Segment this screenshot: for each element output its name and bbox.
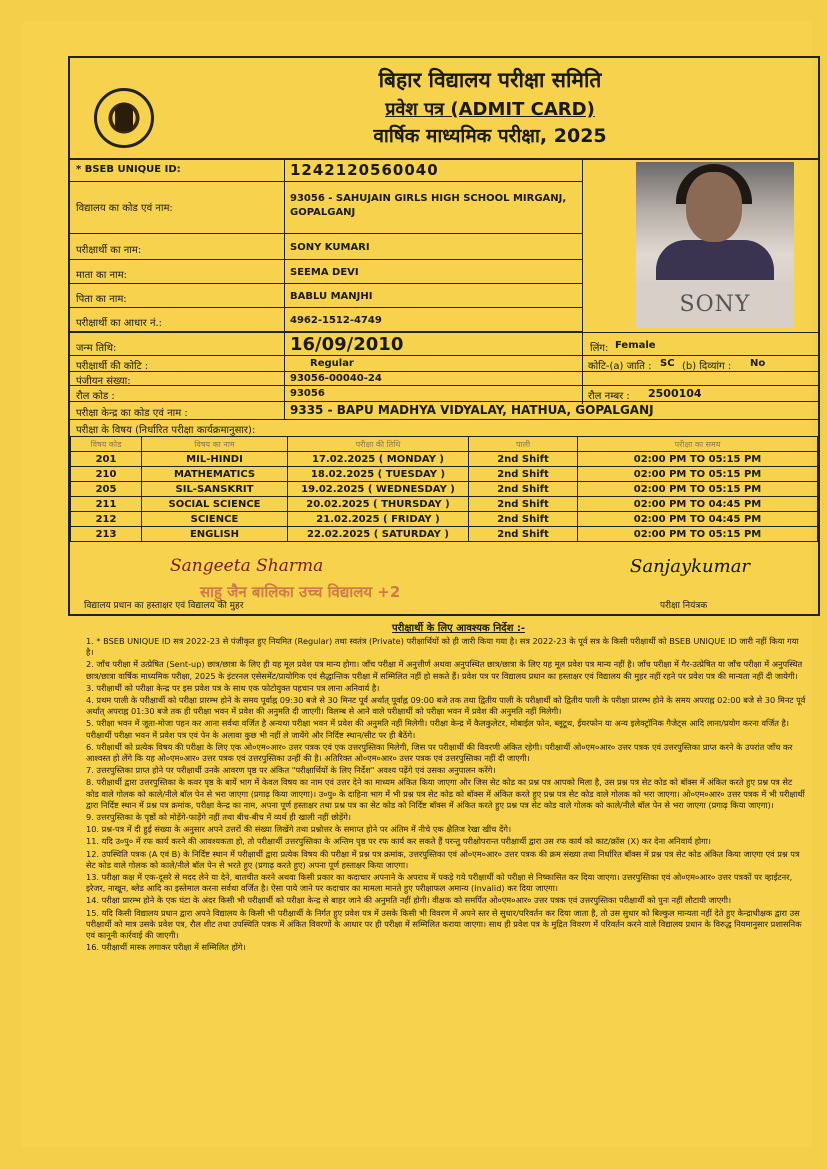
subject-name: SOCIAL SCIENCE bbox=[142, 497, 288, 512]
instruction-item: 14. परीक्षा प्रारम्भ होने के एक घंटा के अंदर किसी भी परीक्षार्थी को परीक्षा केन्द्र से बाहर जाने की अनुमति नहीं होगी। वीक्षक को समर्पित ओ०एम०आर० उत्तर पत्रक एवं उत्तरपुस्तिका परीक्षार्थी को पुनः नहीं लौटायी जाएगी। bbox=[86, 895, 732, 906]
roll-no-value: 2500104 bbox=[648, 387, 702, 400]
category-row bbox=[70, 356, 818, 372]
instruction-item: 1. * BSEB UNIQUE ID सत्र 2022-23 से पंजीकृत हुए नियमित (Regular) तथा स्वतंत्र (Private) परीक्षार्थियों को ही जारी किया गया है। सत्र 2022-23 के पूर्व सत्र के किसी परीक्षार्थी को BSEB UNIQUE ID जारी नहीं किया गया है। bbox=[86, 636, 799, 658]
instruction-item: 15. यदि किसी विद्यालय प्रधान द्वारा अपने विद्यालय के किसी भी परीक्षार्थी के निर्गत हुए प्रवेश पत्र में उसके किसी भी विवरण में अपने स्तर से सुधार/परिवर्तन कर दिया जाता है, तो उस सुधार को बिल्कुल मान्यता नहीं देते हुए केन्द्राधीक्षक द्वारा उस परीक्षार्थी को मात्र उसके प्रवेश पत्र, रौल शीट तथा उपस्थिति पत्रक में अंकित विवरणों के आधार पर ही परीक्षा में सम्मिलित कराया जाएगा। साथ ही प्रवेश पत्र के मुद्रित विवरण में परिवर्तन करने वाले विद्यालय प्रधान के विरुद्ध नियमानुसार प्रशासनिक एवं कानूनी कार्रवाई की जाएगी। bbox=[86, 907, 802, 941]
roll-row bbox=[70, 386, 818, 402]
candidate-photo bbox=[636, 162, 794, 328]
school-value: 93056 - SAHUJAIN GIRLS HIGH SCHOOL MIRGANJ, GOPALGANJ bbox=[290, 193, 567, 218]
subject-shift: 2nd Shift bbox=[469, 467, 578, 482]
father-label: पिता का नाम: bbox=[76, 294, 127, 305]
caste-label: कोटि-(a) जाति : bbox=[588, 361, 652, 372]
instruction-item: 7. उत्तरपुस्तिका प्राप्त होने पर परीक्षार्थी उनके आवरण पृष्ठ पर अंकित "परीक्षार्थियों के लिए निर्देश" अवश्य पढ़ेंगे एवं उसका अनुपालन करेंगे। bbox=[86, 765, 496, 776]
subject-time: 02:00 PM TO 04:45 PM bbox=[578, 512, 818, 527]
head-sign-label: विद्यालय प्रधान का हस्ताक्षर एवं विद्यालय की मुहर bbox=[84, 601, 244, 611]
table-row bbox=[71, 512, 818, 527]
subject-name: SCIENCE bbox=[142, 512, 288, 527]
caste-value: SC bbox=[660, 358, 675, 369]
subject-time: 02:00 PM TO 05:15 PM bbox=[578, 452, 818, 467]
subject-name: ENGLISH bbox=[142, 527, 288, 542]
divider bbox=[582, 158, 583, 332]
mother-row bbox=[70, 260, 582, 284]
name-label: परीक्षार्थी का नाम: bbox=[76, 245, 142, 256]
divider bbox=[582, 332, 583, 404]
bseb-id-value: 1242120560040 bbox=[290, 161, 439, 179]
subject-name: SIL-SANSKRIT bbox=[142, 482, 288, 497]
subject-date: 21.02.2025 ( FRIDAY ) bbox=[288, 512, 469, 527]
subject-code: 212 bbox=[71, 512, 142, 527]
dob-value: 16/09/2010 bbox=[290, 334, 404, 355]
subject-code: 211 bbox=[71, 497, 142, 512]
admit-card-sheet bbox=[22, 22, 812, 1147]
col-name-header: विषय का नाम bbox=[142, 437, 288, 452]
subject-shift: 2nd Shift bbox=[469, 512, 578, 527]
table-row bbox=[71, 527, 818, 542]
header bbox=[70, 58, 818, 160]
roll-no-label: रौल नम्बर : bbox=[588, 391, 630, 402]
instruction-item: 8. परीक्षार्थी द्वारा उत्तरपुस्तिका के कवर पृष्ठ के बायें भाग में केवल विषय का नाम एवं उत्तर देने का माध्यम अंकित किया जाएगा और जिस सेट कोड का प्रश्न पत्र आपको मिला है, उस प्रश्न पत्र सेट कोड को बॉक्स में अंकित करते हुए प्रश्न पत्र सेट कोड वाले गोलक को काले/नीले बॉल पेन से भरा जाएगा (प्रगाढ़ किया जाएगा)। उ०पु० के दाहिना भाग में भी प्रश्न पत्र सेट कोड को बॉक्स में अंकित करते हुए प्रश्न पत्र सेट कोड वाले गोलक को भरा जाएगा। ओ०एम०आर० उत्तर पत्रक में भी परीक्षार्थी द्वारा निर्दिष्ट स्थान में प्रश्न पत्र क्रमांक, परीक्षा केन्द्र का नाम, अपना पूर्ण हस्ताक्षर तथा प्रश्न पत्र का सेट कोड को निर्दिष्ट बॉक्स में अंकित करते हुए प्रश्न पत्र सेट कोड वाले गोलक को काले/नीले बॉल पेन से भरा जाएगा (प्रगाढ़ किया जाएगा)। bbox=[86, 777, 805, 810]
col-shift-header: पाली bbox=[469, 437, 578, 452]
col-time-header: परीक्षा का समय bbox=[578, 437, 818, 452]
card-title: प्रवेश पत्र (ADMIT CARD) bbox=[385, 99, 595, 120]
subject-name: MATHEMATICS bbox=[142, 467, 288, 482]
school-stamp: साहु जैन बालिका उच्च विद्यालय +2 bbox=[200, 583, 401, 601]
bseb-logo-icon bbox=[94, 88, 154, 148]
instruction-item: 13. परीक्षा कक्ष में एक-दूसरे से मदद लेने या देने, बातचीत करने अथवा किसी प्रकार का कदाचार अपनाने के अपराध में पकड़े गये परीक्षार्थी को परीक्षा से निष्कासित कर दिया जाएगा। उत्तरपुस्तिका एवं ओ०एम०आर० उत्तर पत्रकों पर व्हाईटनर, इरेजर, नाखून, ब्लेड आदि का इस्तेमाल करना सर्वथा वर्जित है। ऐसा पाये जाने पर कदाचार का मामला मानते हुए परीक्षाफल अमान्य (Invalid) कर दिया जाएगा। bbox=[86, 872, 793, 894]
table-row bbox=[71, 497, 818, 512]
divyang-label: (b) दिव्यांग : bbox=[682, 361, 732, 372]
instructions-list bbox=[86, 636, 806, 954]
table-header-row bbox=[71, 437, 818, 452]
table-row bbox=[71, 467, 818, 482]
mother-label: माता का नाम: bbox=[76, 270, 127, 281]
subject-time: 02:00 PM TO 04:45 PM bbox=[578, 497, 818, 512]
subject-code: 213 bbox=[71, 527, 142, 542]
gender-value: Female bbox=[615, 340, 656, 351]
col-code-header: विषय कोड bbox=[71, 437, 142, 452]
subjects-table bbox=[70, 436, 818, 542]
subject-name: MIL-HINDI bbox=[142, 452, 288, 467]
aadhaar-label: परीक्षार्थी का आधार नं.: bbox=[76, 318, 163, 329]
gender-label: लिंग: bbox=[590, 343, 609, 354]
school-label: विद्यालय का कोड एवं नाम: bbox=[76, 203, 173, 214]
dob-label: जन्म तिथि: bbox=[76, 343, 117, 354]
subjects-label-row bbox=[70, 420, 818, 436]
admit-card-frame bbox=[68, 56, 820, 616]
school-row bbox=[70, 182, 582, 234]
instruction-item: 16. परीक्षार्थी मास्क लगाकर परीक्षा में सम्मिलित होंगे। bbox=[86, 942, 246, 953]
roll-code-value: 93056 bbox=[290, 388, 325, 399]
photo-body bbox=[656, 240, 774, 280]
mother-value: SEEMA DEVI bbox=[290, 267, 359, 278]
instruction-item: 6. परीक्षार्थी को प्रत्येक विषय की परीक्षा के लिए एक ओ०एम०आर० उत्तर पत्रक एवं एक उत्तरपुस्तिका मिलेगी, जिस पर परीक्षार्थी की विवरणी अंकित रहेगी। परीक्षार्थी ओ०एम०आर० उत्तर पत्रक एवं उत्तरपुस्तिका प्राप्त करने के उपरांत जाँच कर आश्वस्त हो लेंगे कि यह ओ०एम०आर० उत्तर पत्रक एवं उत्तरपुस्तिका उन्हीं की है। अतिरिक्त ओ०एम०आर० उत्तर पत्रक एवं उत्तरपुस्तिका नहीं दी जाएगी। bbox=[86, 741, 793, 764]
photo-face bbox=[686, 172, 742, 242]
instruction-item: 5. परीक्षा भवन में जूता-मोजा पहन कर आना सर्वथा वर्जित है अन्यथा परीक्षा भवन में प्रवेश की अनुमति नहीं मिलेगी। परीक्षा केन्द्र में कैलकुलेटर, मोबाईल फोन, ब्लूटूथ, ईयरफोन या अन्य इलेक्ट्रॉनिक गैजेट्स आदि लाना/प्रयोग करना वर्जित है। परीक्षार्थी परीक्षा भवन में प्रवेश पत्र एवं पेन के अलावा कुछ भी नहीं ले जायेंगे और निर्दिष्ट स्थान/सीट पर ही बैठेंगे। bbox=[86, 718, 789, 740]
reg-row bbox=[70, 372, 818, 386]
category-value: Regular bbox=[310, 358, 354, 369]
subject-code: 210 bbox=[71, 467, 142, 482]
subject-date: 22.02.2025 ( SATURDAY ) bbox=[288, 527, 469, 542]
subject-date: 20.02.2025 ( THURSDAY ) bbox=[288, 497, 469, 512]
subject-shift: 2nd Shift bbox=[469, 527, 578, 542]
divyang-value: No bbox=[750, 358, 766, 369]
bseb-id-row bbox=[70, 158, 582, 182]
instruction-item: 2. जाँच परीक्षा में उत्प्रेषित (Sent-up) छात्र/छात्रा के लिए ही यह मूल प्रवेश पत्र मान्य होगा। जाँच परीक्षा में अनुत्तीर्ण अथवा अनुपस्थित छात्र/छात्रा के लिए यह मूल प्रवेश पत्र मान्य नहीं है। जाँच परीक्षा में गैर-उत्प्रेषित या जाँच परीक्षा में अनुपस्थित छात्र/छात्रा वार्षिक माध्यमिक परीक्षा, 2025 के इंटरनल एसेसमेंट/प्रायोगिक एवं सैद्धान्तिक परीक्षा में सम्मिलित नहीं हो सकते हैं। प्रवेश पत्र पर विद्यालय प्रधान का हस्ताक्षर एवं विद्यालय की मुहर नहीं रहने पर प्रवेश पत्र की मान्यता नहीं दी जायेगी। bbox=[86, 659, 803, 681]
table-row bbox=[71, 482, 818, 497]
subject-date: 18.02.2025 ( TUESDAY ) bbox=[288, 467, 469, 482]
instruction-item: 3. परीक्षार्थी को परीक्षा केन्द्र पर इस प्रवेश पत्र के साथ एक फोटोयुक्त पहचान पत्र लाना अनिवार्य है। bbox=[86, 682, 380, 693]
board-name: बिहार विद्यालय परीक्षा समिति bbox=[378, 68, 602, 92]
col-date-header: परीक्षा की तिथि bbox=[288, 437, 469, 452]
instruction-item: 4. प्रथम पाली के परीक्षार्थी को परीक्षा प्रारम्भ होने के समय पूर्वाह्न 09:30 बजे से 30 मिनट पूर्व अर्थात् पूर्वाह्न 09:00 बजे तक तथा द्वितीय पाली के परीक्षार्थी को द्वितीय पाली के परीक्षा प्रारम्भ होने के समय अपराह्न 02:00 बजे से 30 मिनट पूर्व अर्थात् अपराह्न 01:30 बजे तक ही परीक्षा भवन में प्रवेश की अनुमति दी जाएगी। विलम्ब से आने वाले परीक्षार्थी को परीक्षा भवन में प्रवेश की अनुमति नहीं मिलेगी। bbox=[86, 695, 806, 717]
bseb-id-label: * BSEB UNIQUE ID: bbox=[76, 164, 181, 175]
subject-code: 201 bbox=[71, 452, 142, 467]
father-value: BABLU MANJHI bbox=[290, 291, 373, 302]
subjects-label: परीक्षा के विषय (निर्धारित परीक्षा कार्यक्रमानुसार): bbox=[76, 425, 256, 436]
roll-code-label: रौल कोड : bbox=[76, 391, 115, 402]
centre-row bbox=[70, 402, 818, 420]
aadhaar-row bbox=[70, 308, 582, 332]
subject-time: 02:00 PM TO 05:15 PM bbox=[578, 482, 818, 497]
divider bbox=[284, 158, 285, 332]
aadhaar-value: 4962-1512-4749 bbox=[290, 315, 382, 326]
subject-shift: 2nd Shift bbox=[469, 482, 578, 497]
reg-value: 93056-00040-24 bbox=[290, 373, 382, 384]
subject-time: 02:00 PM TO 05:15 PM bbox=[578, 527, 818, 542]
exam-name: वार्षिक माध्यमिक परीक्षा, 2025 bbox=[373, 125, 607, 147]
subject-date: 17.02.2025 ( MONDAY ) bbox=[288, 452, 469, 467]
subject-date: 19.02.2025 ( WEDNESDAY ) bbox=[288, 482, 469, 497]
centre-value: 9335 - BAPU MADHYA VIDYALAY, HATHUA, GOPALGANJ bbox=[290, 403, 654, 417]
instruction-item: 9. उत्तरपुस्तिका के पृष्ठों को मोड़ेंगे-फाड़ेंगे नहीं तथा बीच-बीच में व्यर्थ ही खाली नहीं छोड़ेंगे। bbox=[86, 812, 352, 823]
centre-label: परीक्षा केन्द्र का कोड एवं नाम : bbox=[76, 408, 188, 419]
table-row bbox=[71, 452, 818, 467]
subject-shift: 2nd Shift bbox=[469, 497, 578, 512]
controller-sign-label: परीक्षा नियंत्रक bbox=[660, 601, 708, 611]
photo-signature: SONY bbox=[636, 282, 794, 328]
controller-signature: Sanjaykumar bbox=[630, 556, 751, 577]
instruction-item: 12. उपस्थिति पत्रक (A एवं B) के निर्दिष्ट स्थान में परीक्षार्थी द्वारा प्रत्येक विषय की परीक्षा में प्रश्न पत्र क्रमांक, उत्तरपुस्तिका एवं ओ०एम०आर० उत्तर पत्रक की क्रम संख्या तथा निर्धारित बॉक्स में प्रश्न पत्र सेट कोड अंकित किया जाएगा एवं प्रश्न पत्र सेट कोड वाले गोलक को काले/नीले बॉल पेन से भरते हुए (प्रगाढ़ करते हुए) अपना पूर्ण हस्ताक्षर किया जाएगा। bbox=[86, 848, 800, 870]
signature-row bbox=[70, 548, 818, 614]
instructions-title: परीक्षार्थी के लिए आवश्यक निर्देश :- bbox=[392, 623, 525, 634]
subject-shift: 2nd Shift bbox=[469, 452, 578, 467]
subject-time: 02:00 PM TO 05:15 PM bbox=[578, 467, 818, 482]
instruction-item: 10. प्रश्न-पत्र में दी हुई संख्या के अनुसार अपने उत्तरों की संख्या लिखेंगे तथा प्रश्नोत्तर के समाप्त होने पर अंतिम में नीचे एक क्षैतिज रेखा खींच देंगे। bbox=[86, 824, 512, 835]
category-label: परीक्षार्थी की कोटि : bbox=[76, 361, 149, 372]
divider bbox=[284, 332, 285, 420]
reg-label: पंजीयन संख्या: bbox=[76, 376, 131, 387]
dob-row bbox=[70, 332, 818, 356]
name-row bbox=[70, 234, 582, 260]
head-signature: Sangeeta Sharma bbox=[170, 556, 324, 576]
name-value: SONY KUMARI bbox=[290, 242, 370, 253]
father-row bbox=[70, 284, 582, 308]
instruction-item: 11. यदि उ०पु० में रफ कार्य करने की आवश्यकता हो, तो परीक्षार्थी उत्तरपुस्तिका के अन्तिम पृष्ठ पर रफ कार्य कर सकते हैं परन्तु परीक्षोपरान्त परीक्षार्थी द्वारा उस रफ कार्य को काट/क्रॉस (X) कर देना अनिवार्य होगा। bbox=[86, 836, 712, 847]
subject-code: 205 bbox=[71, 482, 142, 497]
